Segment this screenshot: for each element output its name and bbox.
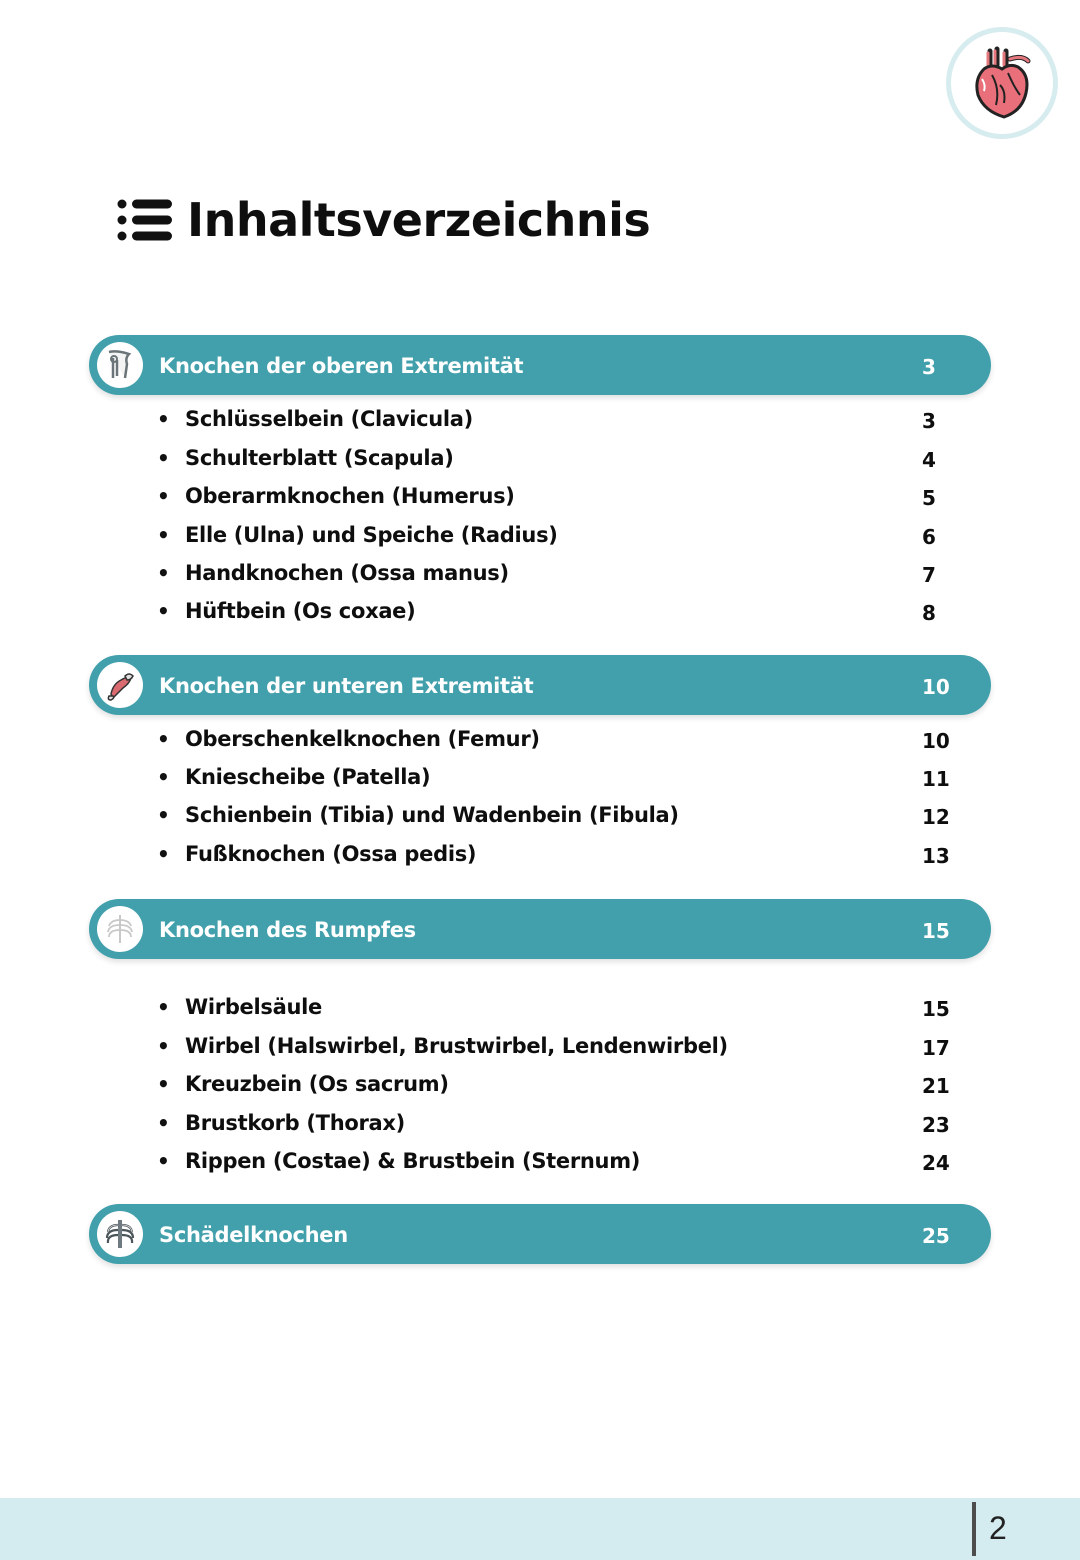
toc-item[interactable] (157, 760, 957, 794)
toc-item-label: Elle (Ulna) und Speiche (Radius) (185, 523, 558, 547)
bullet: • (157, 765, 170, 789)
bullet: • (157, 1111, 170, 1135)
toc-section-trunk[interactable] (89, 899, 991, 959)
toc-item[interactable] (157, 594, 957, 628)
section-title: Schädelknochen (159, 1223, 348, 1247)
toc-item-label: Rippen (Costae) & Brustbein (Sternum) (185, 1149, 641, 1173)
bullet: • (157, 407, 170, 431)
title-row (117, 190, 650, 250)
toc-item[interactable] (157, 556, 957, 590)
bullet: • (157, 523, 170, 547)
toc-item-label: Oberarmknochen (Humerus) (185, 484, 515, 508)
toc-item-label: Schlüsselbein (Clavicula) (185, 407, 473, 431)
toc-item-page: 4 (922, 448, 936, 472)
toc-item-label: Fußknochen (Ossa pedis) (185, 842, 477, 866)
toc-item-page: 15 (922, 997, 950, 1021)
section-icon-badge (97, 1211, 143, 1257)
toc-item-page: 23 (922, 1113, 950, 1137)
toc-item-label: Hüftbein (Os coxae) (185, 599, 416, 623)
bullet: • (157, 599, 170, 623)
toc-item[interactable] (157, 1029, 957, 1063)
toc-item-page: 12 (922, 805, 950, 829)
toc-item-label: Oberschenkelknochen (Femur) (185, 727, 540, 751)
toc-item-page: 6 (922, 525, 936, 549)
toc-item-label: Kniescheibe (Patella) (185, 765, 431, 789)
page-number-divider (972, 1502, 976, 1556)
toc-item[interactable] (157, 479, 957, 513)
toc-section-skull[interactable] (89, 1204, 991, 1264)
toc-item-label: Wirbelsäule (185, 995, 322, 1019)
toc-item[interactable] (157, 1106, 957, 1140)
toc-item[interactable] (157, 402, 957, 436)
toc-item-page: 17 (922, 1036, 950, 1060)
toc-item-label: Handknochen (Ossa manus) (185, 561, 509, 585)
bullet: • (157, 561, 170, 585)
toc-item[interactable] (157, 1144, 957, 1178)
leg-muscle-icon (103, 668, 137, 702)
bullet: • (157, 1034, 170, 1058)
section-title: Knochen des Rumpfes (159, 918, 416, 942)
section-title: Knochen der unteren Extremität (159, 674, 534, 698)
toc-item[interactable] (157, 722, 957, 756)
bullet: • (157, 446, 170, 470)
page-number: 2 (989, 1510, 1007, 1546)
toc-item-page: 7 (922, 563, 936, 587)
bullet: • (157, 727, 170, 751)
toc-item-label: Brustkorb (Thorax) (185, 1111, 405, 1135)
toc-item[interactable] (157, 990, 957, 1024)
bullet: • (157, 484, 170, 508)
toc-item[interactable] (157, 798, 957, 832)
section-icon-badge (97, 662, 143, 708)
bullet: • (157, 1149, 170, 1173)
toc-item-label: Schienbein (Tibia) und Wadenbein (Fibula) (185, 803, 679, 827)
ribcage-outline-icon (103, 912, 137, 946)
toc-item[interactable] (157, 837, 957, 871)
toc-item-page: 10 (922, 729, 950, 753)
toc-item-label: Kreuzbein (Os sacrum) (185, 1072, 449, 1096)
toc-item-page: 21 (922, 1074, 950, 1098)
toc-item-label: Schulterblatt (Scapula) (185, 446, 454, 470)
toc-item[interactable] (157, 518, 957, 552)
anatomical-heart-icon (970, 45, 1034, 121)
section-page: 3 (922, 355, 936, 379)
toc-section-upper-extremity[interactable] (89, 335, 991, 395)
ribcage-icon (103, 1217, 137, 1251)
toc-item-page: 24 (922, 1151, 950, 1175)
toc-item[interactable] (157, 1067, 957, 1101)
bullet: • (157, 842, 170, 866)
toc-item-page: 3 (922, 409, 936, 433)
section-page: 10 (922, 675, 950, 699)
toc-item-page: 5 (922, 486, 936, 510)
toc-item-page: 8 (922, 601, 936, 625)
section-icon-badge (97, 342, 143, 388)
bullet: • (157, 803, 170, 827)
toc-item-page: 11 (922, 767, 950, 791)
list-icon (117, 197, 173, 243)
bullet: • (157, 1072, 170, 1096)
toc-item-page: 13 (922, 844, 950, 868)
toc-item-label: Wirbel (Halswirbel, Brustwirbel, Lendenwirbel) (185, 1034, 728, 1058)
toc-section-lower-extremity[interactable] (89, 655, 991, 715)
page-title: Inhaltsverzeichnis (187, 193, 651, 247)
section-icon-badge (97, 906, 143, 952)
bullet: • (157, 995, 170, 1019)
toc-item[interactable] (157, 441, 957, 475)
section-title: Knochen der oberen Extremität (159, 354, 524, 378)
footer-bar (0, 1498, 1080, 1560)
shoulder-bone-icon (103, 348, 137, 382)
heart-logo (946, 27, 1058, 139)
section-page: 25 (922, 1224, 950, 1248)
section-page: 15 (922, 919, 950, 943)
